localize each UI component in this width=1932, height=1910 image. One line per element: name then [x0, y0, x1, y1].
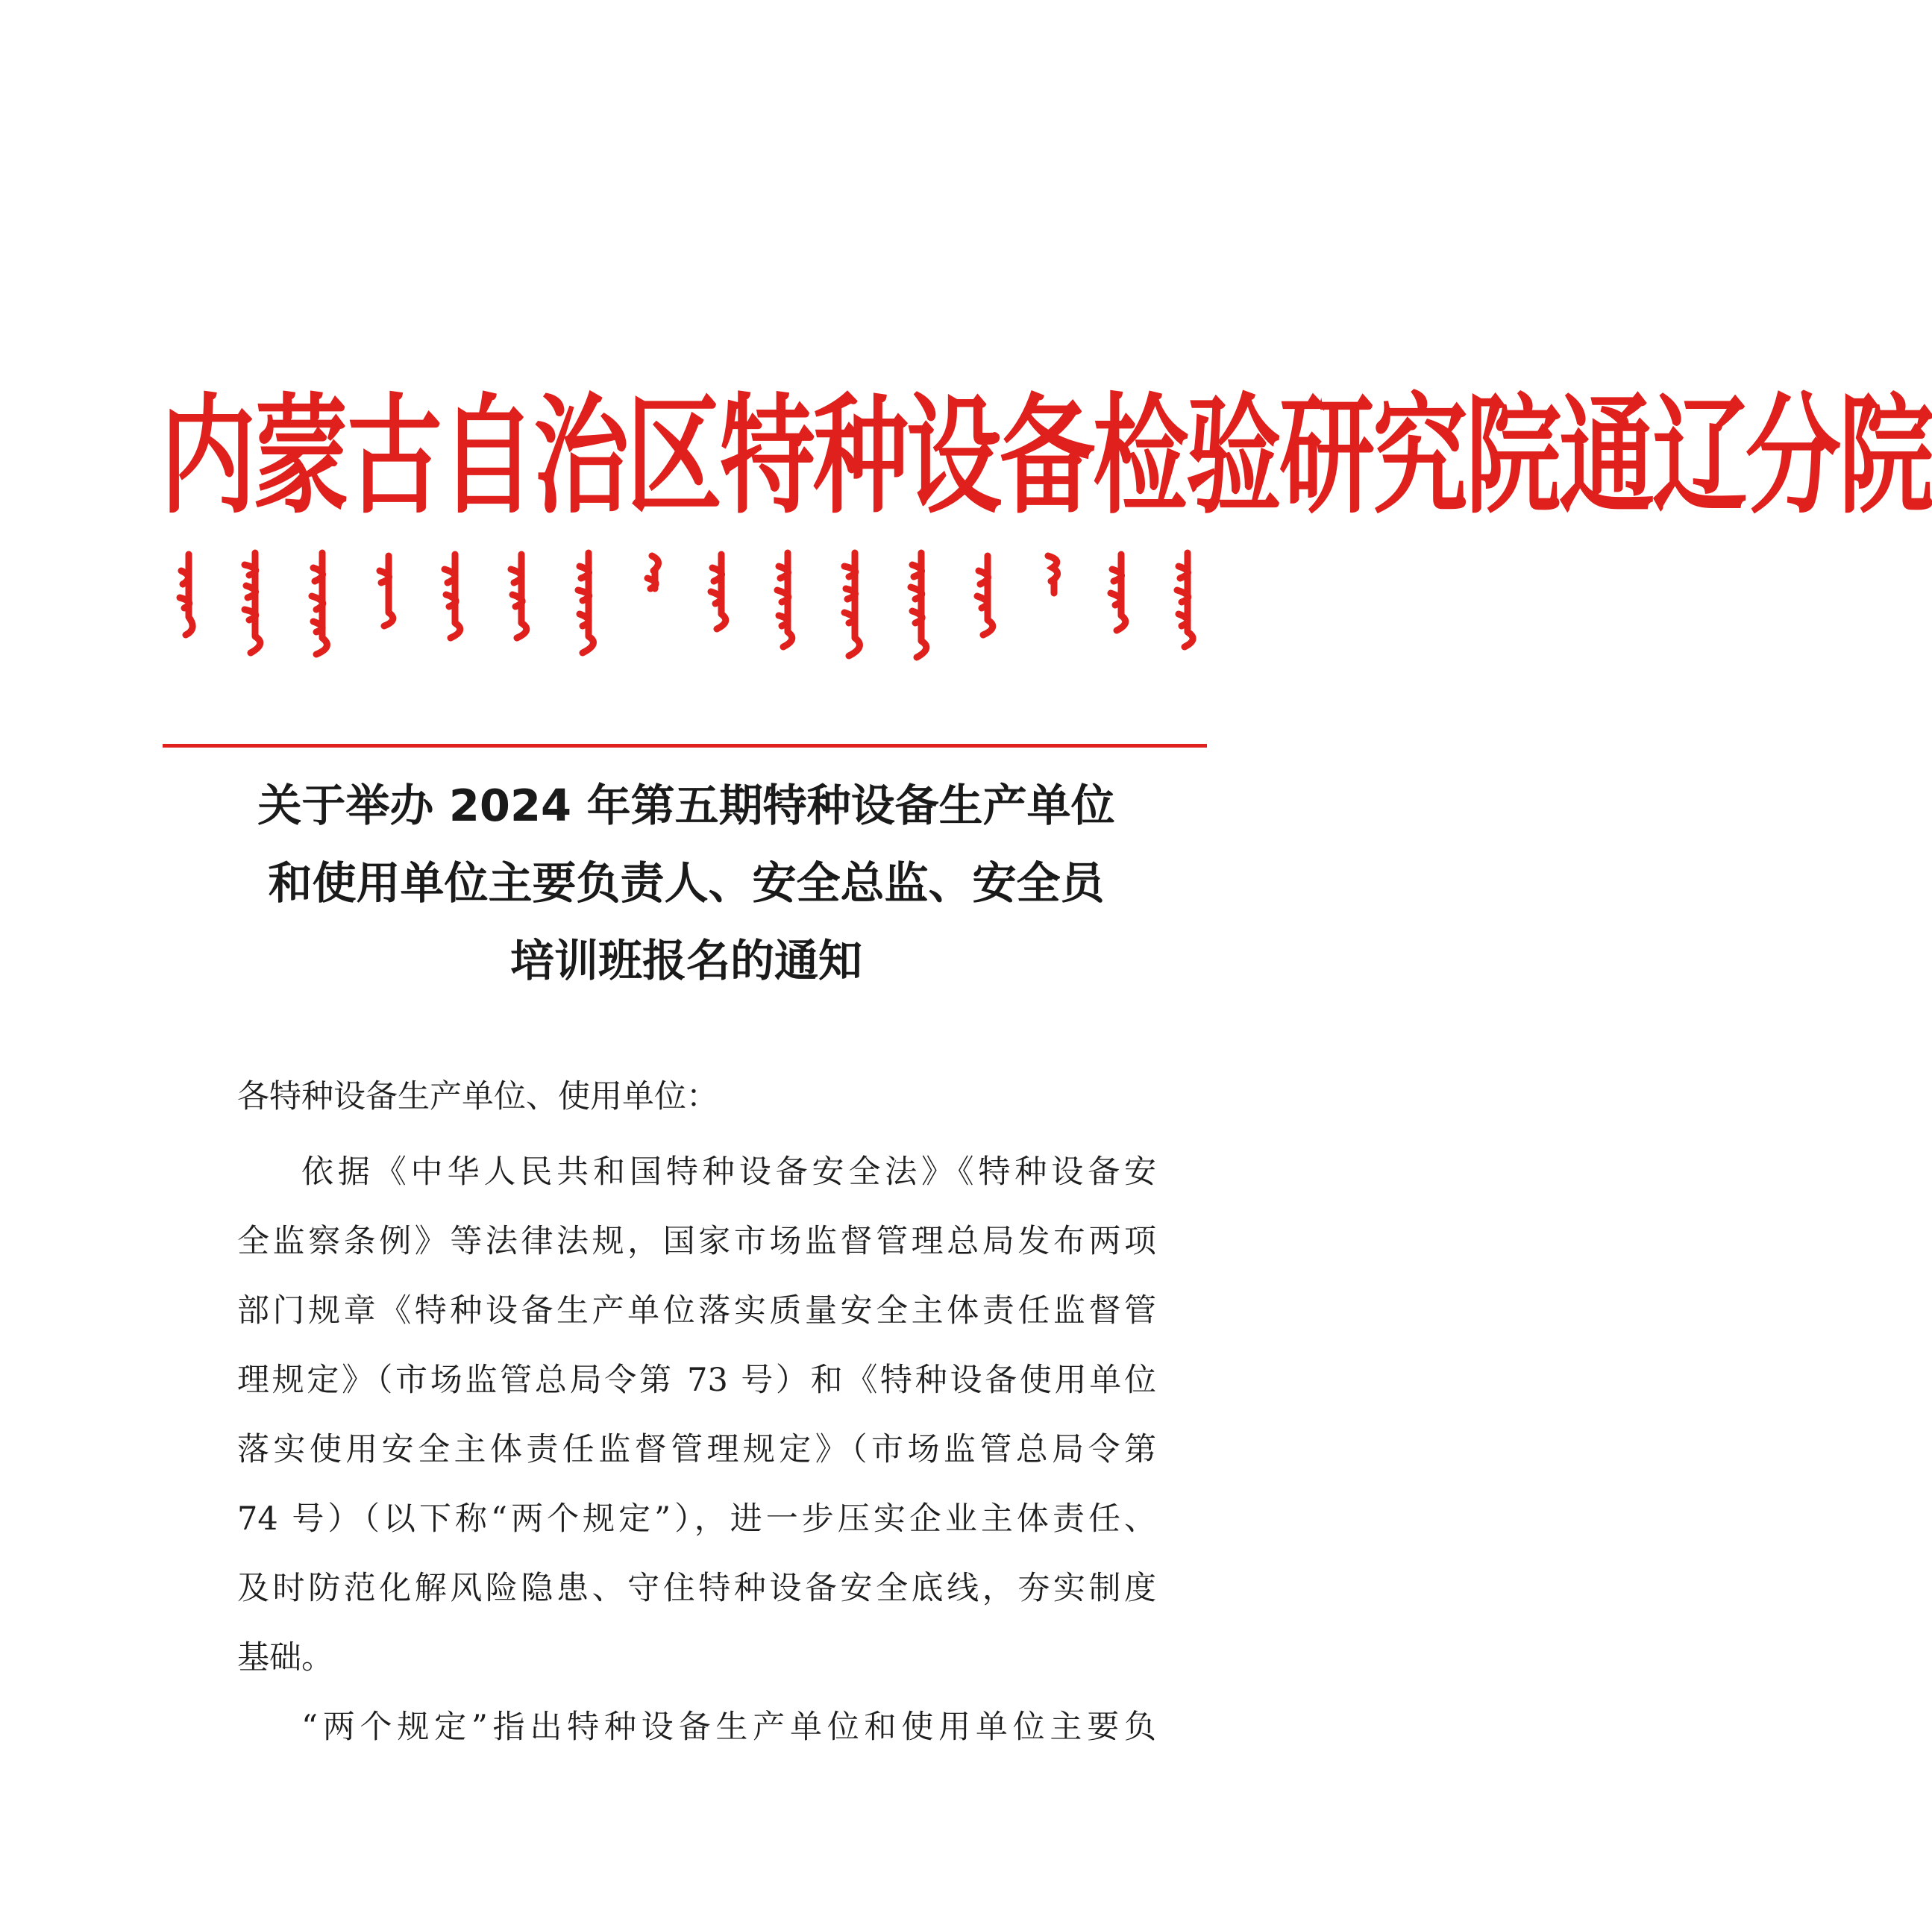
- body-line: 部门规章《特种设备生产单位落实质量安全主体责任监督管: [237, 1292, 1156, 1330]
- letterhead-mongolian-subtitle: [168, 548, 1208, 668]
- mongolian-word-16: [1167, 548, 1208, 660]
- document-title: [224, 767, 1149, 1000]
- title-line: 关于举办 2024 年第五期特种设备生产单位: [257, 780, 1115, 831]
- mongolian-word-4: [368, 548, 410, 660]
- mongolian-word-3: [301, 548, 343, 660]
- mongolian-word-6: [501, 548, 542, 660]
- letterhead-red-rule: [163, 744, 1207, 748]
- title-line: 和使用单位主要负责人、安全总监、安全员: [268, 857, 1105, 909]
- salutation: 各特种设备生产单位、使用单位：: [237, 1078, 718, 1115]
- body-paragraph-2: [237, 1693, 1156, 1762]
- body-line: 依据《中华人民共和国特种设备安全法》《特种设备安: [301, 1153, 1156, 1191]
- mongolian-word-14: [1033, 548, 1075, 660]
- body-line: 基础。: [237, 1639, 333, 1676]
- letterhead-org-name: 内蒙古自治区特种设备检验研究院通辽分院: [160, 381, 1932, 533]
- body-line: 74 号）（以下称“两个规定”），进一步压实企业主体责任、: [237, 1500, 1156, 1538]
- mongolian-word-8: [634, 548, 676, 660]
- body-line: 理规定》（市场监管总局令第 73 号）和《特种设备使用单位: [237, 1362, 1156, 1399]
- mongolian-word-2: [234, 548, 276, 660]
- body-line: 落实使用安全主体责任监督管理规定》（市场监管总局令第: [237, 1431, 1156, 1468]
- body-paragraph-1: [237, 1138, 1156, 1693]
- mongolian-word-13: [967, 548, 1009, 660]
- document-body: [237, 1138, 1156, 1762]
- mongolian-word-11: [834, 548, 876, 660]
- mongolian-word-9: [700, 548, 742, 660]
- mongolian-word-12: [900, 548, 942, 660]
- mongolian-word-1: [168, 548, 210, 660]
- body-line: “两个规定”指出特种设备生产单位和使用单位主要负: [301, 1709, 1156, 1746]
- mongolian-word-5: [434, 548, 476, 660]
- body-line: 及时防范化解风险隐患、守住特种设备安全底线，夯实制度: [237, 1570, 1156, 1607]
- mongolian-word-10: [767, 548, 809, 660]
- body-line: 全监察条例》等法律法规，国家市场监督管理总局发布两项: [237, 1223, 1156, 1260]
- mongolian-word-7: [568, 548, 609, 660]
- title-line: 培训班报名的通知: [509, 935, 862, 986]
- mongolian-word-15: [1100, 548, 1142, 660]
